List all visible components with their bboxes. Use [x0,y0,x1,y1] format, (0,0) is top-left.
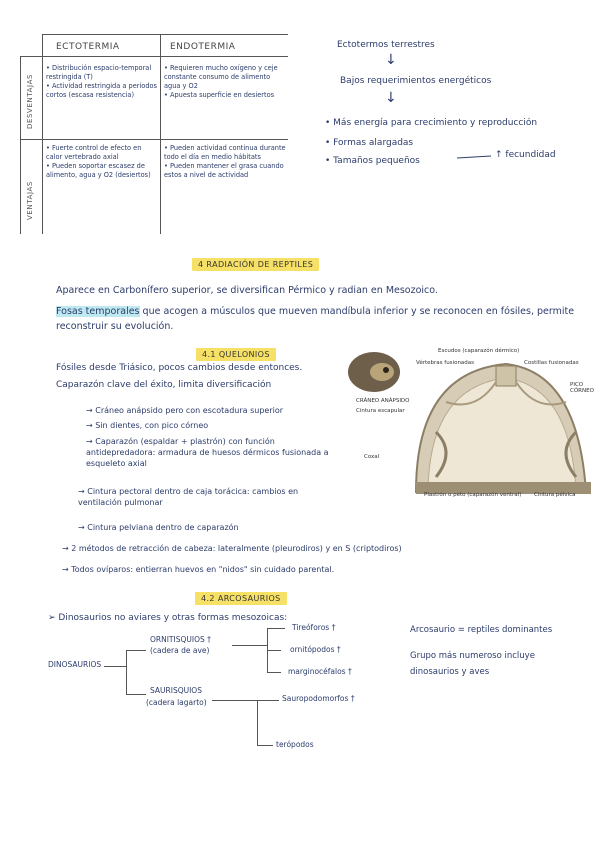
table-col-divider-2 [160,34,161,234]
paragraph-fosas [56,304,586,334]
label-pico: PICO CÓRNEO [570,382,594,394]
paragraph-intro: Aparece en Carbonífero superior, se diversifican Pérmico y radian en Mesozoico. [56,285,438,296]
cell-endo-desventajas: • Requieren mucho oxígeno y ceje constante consumo de alimento agua y O2 • Apuesta superficie en desiertos [164,64,278,99]
highlight-fosas: Fosas temporales [56,306,140,317]
quelonios-bullet-1: → Cráneo anápsido pero con escotadura superior [86,406,284,415]
diagram-ornitisquios-sub: (cadera de ave) [150,646,210,655]
label-coxal: Coxal [364,454,380,460]
quelonios-intro-1: Fósiles desde Triásico, pocos cambios desde entonces. [56,363,303,373]
table-left-border [20,56,21,234]
table-col-divider-1 [42,34,43,234]
diagram-tireoforos: Tireóforos † [292,623,336,632]
section-heading-arcosaurios: 4.2 ARCOSAURIOS [195,592,287,605]
diagram-connector [126,650,146,651]
diagram-connector [257,700,258,745]
quelonios-bullet-2: → Sin dientes, con pico córneo [86,421,209,430]
turtle-skeleton-illustration [346,342,596,502]
diagram-saurisquios: SAURISQUIOS [150,686,202,695]
diagram-saurisquios-sub: (cadera lagarto) [146,698,207,707]
diagram-marginocefalos: marginocéfalos † [288,667,352,676]
label-vertebras: Vértebras fusionadas [416,360,475,366]
quelonios-bullet-7: → Todos ovíparos: entierran huevos en "nidos" sin cuidado parental. [62,565,335,574]
turtle-skeleton-figure [346,342,596,502]
cell-endo-ventajas: • Pueden actividad continua durante todo el día en medio hábitats • Pueden mantener el grasa cuando estos a nivel de actividad [164,144,286,179]
label-costillas: Costillas fusionadas [524,360,579,366]
diagram-ornitisquios: ORNITISQUIOS † [150,635,211,644]
note-arcosaurio: Arcosaurio = reptiles dominantes [410,625,553,635]
label-plastron: Plastrón o peto (caparazón ventral) [424,492,522,498]
quelonios-bullet-5: → Cintura pelviana dentro de caparazón [78,523,239,532]
quelonios-bullet-4: → Cintura pectoral dentro de caja torácica: cambios en ventilación pulmonar [78,487,299,507]
note-grupo: Grupo más numeroso incluye dinosaurios y aves [410,651,535,677]
diagram-teropodos: terópodos [276,740,314,749]
row-label-desventajas: DESVENTAJAS [26,74,34,129]
flow-item-2: • Formas alargadas [325,138,414,148]
cell-ecto-ventajas: • Fuerte control de efecto en calor vertebrado axial • Pueden soportar escasez de alimento, agua y O2 (desiertos) [46,144,151,179]
diagram-connector [212,700,257,701]
arrow-right-icon [455,150,495,164]
col-header-ectotermia: ECTOTERMIA [56,42,120,52]
flow-item-3: • Tamaños pequeños [325,156,420,166]
flow-side-note: ↑ fecundidad [495,150,556,160]
cell-ecto-desventajas: • Distribución espacio-temporal restringida (T) • Actividad restringida a periodos cortos (escasa resistencia) [46,64,157,99]
diagram-connector [257,700,279,701]
quelonios-intro-2: Caparazón clave del éxito, limita diversificación [56,380,272,390]
diagram-root: DINOSAURIOS [48,660,102,669]
bullet-arrow-icon: ➢ [48,613,59,623]
table-border-top [42,34,288,35]
arcosaurios-intro: ➢ Dinosaurios no aviares y otras formas mesozoicas: [48,613,288,623]
table-row-divider [20,139,288,140]
arrow-down-icon: ↓ [385,52,397,68]
diagram-sauropodomorfos: Sauropodomorfos † [282,694,355,703]
table-header-divider [20,56,288,57]
paragraph-fosas-rest: que acogen a músculos que mueven mandíbula inferior y se reconocen en fósiles, permite reconstruir su evolución. [56,306,575,332]
quelonios-bullet-6: → 2 métodos de retracción de cabeza: lateralmente (pleurodiros) y en S (criptodiros) [62,544,402,553]
diagram-connector [126,694,146,695]
label-escudo: Escudos (caparazón dérmico) [438,348,520,354]
flow-item-1: • Más energía para crecimiento y reproducción [325,118,538,128]
section-heading-radiacion: 4 RADIACIÓN DE REPTILES [192,258,319,271]
arrow-down-icon: ↓ [385,90,397,106]
diagram-connector [126,650,127,694]
diagram-connector [257,745,273,746]
diagram-connector [267,650,281,651]
diagram-connector [267,672,281,673]
flow-middle: Bajos requerimientos energéticos [340,76,492,86]
label-cranio: CRÁNEO ANÁPSIDO [356,398,410,404]
diagram-connector [267,628,285,629]
label-cintura-escapular: Cintura escapular [356,408,405,414]
section-heading-quelonios: 4.1 QUELONIOS [196,348,276,361]
label-cintura-pelvica: Cintura pélvica [534,492,576,498]
col-header-endotermia: ENDOTERMIA [170,42,236,52]
quelonios-bullet-3: → Caparazón (espaldar + plastrón) con función antidepredadora: armadura de huesos dérmicos fusionada a esqueleto axial [86,437,329,468]
comparison-table [20,34,288,234]
flow-top: Ectotermos terrestres [337,40,435,50]
diagram-connector [104,666,126,667]
diagram-connector [232,645,267,646]
diagram-ornitopodos: ornitópodos † [290,645,341,654]
row-label-ventajas: VENTAJAS [26,181,34,220]
